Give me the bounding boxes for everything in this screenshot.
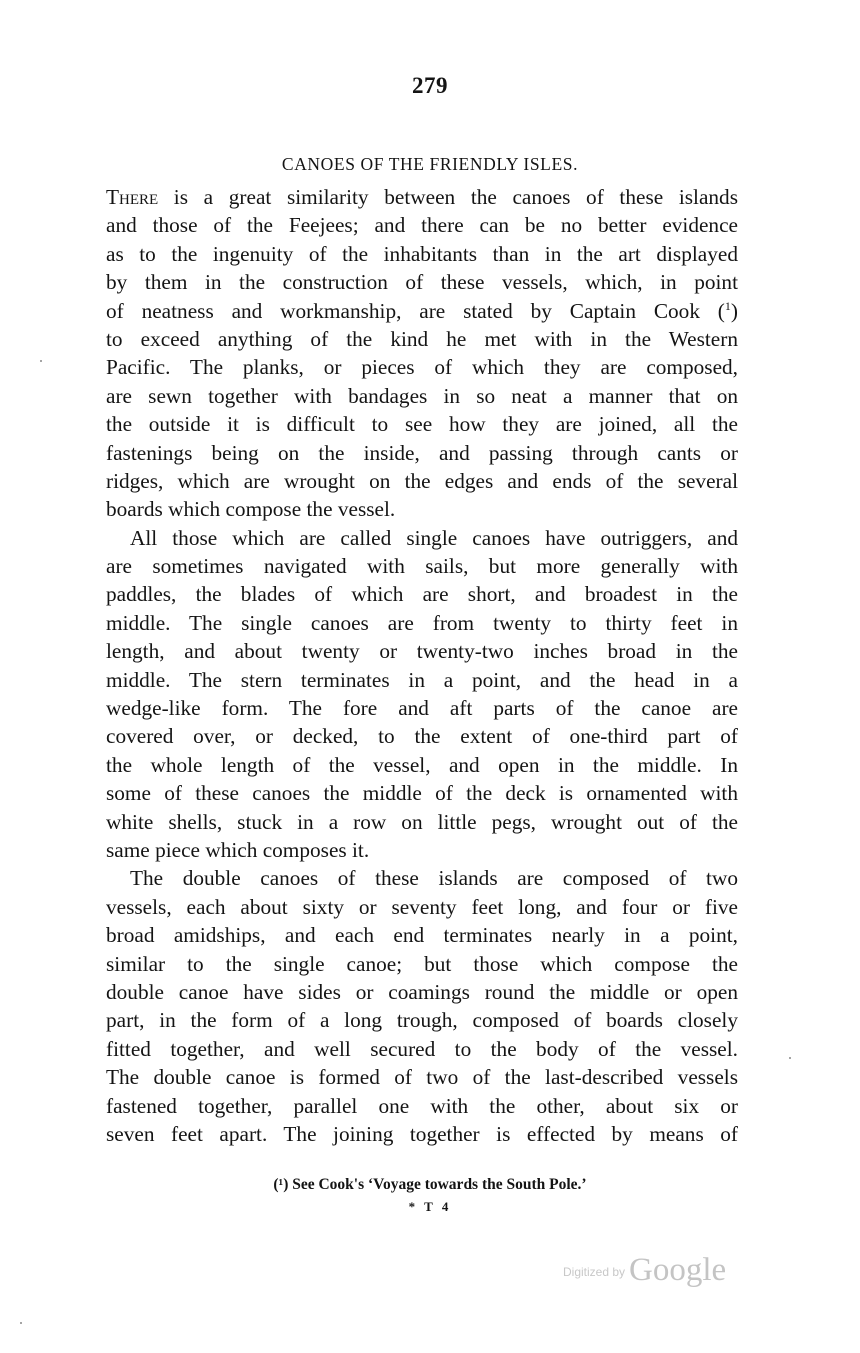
text-line: wedge-like form. The fore and aft parts of the canoe are	[106, 696, 738, 721]
text-line: are sewn together with bandages in so neat a manner that on	[106, 383, 738, 408]
text-line: of neatness and workmanship, are stated by Captain Cook ($^1$)	[106, 298, 738, 323]
text-line: double canoe have sides or coamings round the middle or open	[106, 979, 738, 1004]
text-line: as to the ingenuity of the inhabitants than in the art displayed	[106, 241, 738, 266]
text-line: fitted together, and well secured to the body of the vessel.	[106, 1036, 738, 1061]
text-line: middle. The stern terminates in a point, and the head in a	[106, 667, 738, 692]
footnote: (¹) See Cook's ‘Voyage towards the South Pole.’	[273, 1176, 587, 1193]
text-line: seven feet apart. The joining together is effected by means of	[106, 1121, 738, 1146]
text-line: similar to the single canoe; but those which compose the	[106, 951, 738, 976]
digitized-watermark	[563, 1252, 726, 1289]
text-line: the outside it is difficult to see how they are joined, all the	[106, 412, 738, 437]
text-line: broad amidships, and each end terminates nearly in a point,	[106, 923, 738, 948]
text-line: The double canoes of these islands are composed of two	[130, 866, 738, 891]
text-line: white shells, stuck in a row on little pegs, wrought out of the	[106, 809, 738, 834]
text-line: Pacific. The planks, or pieces of which they are composed,	[106, 355, 738, 380]
body-text	[106, 183, 738, 1148]
text-line: are sometimes navigated with sails, but more generally with	[106, 554, 738, 579]
text-line: covered over, or decked, to the extent of one-third part of	[106, 724, 738, 749]
watermark-digitized-by: Digitized by	[563, 1265, 626, 1279]
signature-mark: * T 4	[408, 1199, 452, 1214]
text-line: to exceed anything of the kind he met with in the Western	[106, 326, 738, 351]
footnote-reference[interactable]: 1	[724, 298, 731, 313]
text-line: boards which compose the vessel.	[106, 497, 396, 522]
text-line: All those which are called single canoes have outriggers, and	[130, 525, 738, 550]
text-line: ridges, which are wrought on the edges and ends of the several	[106, 468, 738, 493]
drop-word: There	[106, 185, 159, 209]
text-line: some of these canoes the middle of the deck is ornamented with	[106, 781, 738, 806]
text-line: part, in the form of a long trough, composed of boards closely	[106, 1008, 738, 1033]
text-line: The double canoe is formed of two of the last-described vessels	[106, 1065, 738, 1090]
text-line: the whole length of the vessel, and open in the middle. In	[106, 752, 738, 777]
text-line: fastenings being on the inside, and passing through cants or	[106, 440, 738, 465]
google-logo-text: Google	[629, 1252, 727, 1288]
text-line: fastened together, parallel one with the other, about six or	[106, 1093, 738, 1118]
scan-speck	[789, 1057, 791, 1059]
page-number: 279	[412, 73, 448, 98]
text-line: vessels, each about sixty or seventy feet long, and four or five	[106, 894, 738, 919]
text-line: and those of the Feejees; and there can be no better evidence	[106, 213, 738, 238]
text-line: middle. The single canoes are from twenty to thirty feet in	[106, 610, 738, 635]
chapter-title: CANOES OF THE FRIENDLY ISLES.	[281, 154, 579, 174]
scan-speck	[20, 1322, 22, 1324]
text-line: same piece which composes it.	[106, 837, 370, 862]
text-line: by them in the construction of these vessels, which, in point	[106, 270, 738, 295]
text-line: length, and about twenty or twenty-two inches broad in the	[106, 639, 738, 664]
scan-speck	[40, 360, 42, 362]
text-line: paddles, the blades of which are short, and broadest in the	[106, 582, 738, 607]
text-line: There is a great similarity between the canoes of these islands	[106, 185, 738, 209]
